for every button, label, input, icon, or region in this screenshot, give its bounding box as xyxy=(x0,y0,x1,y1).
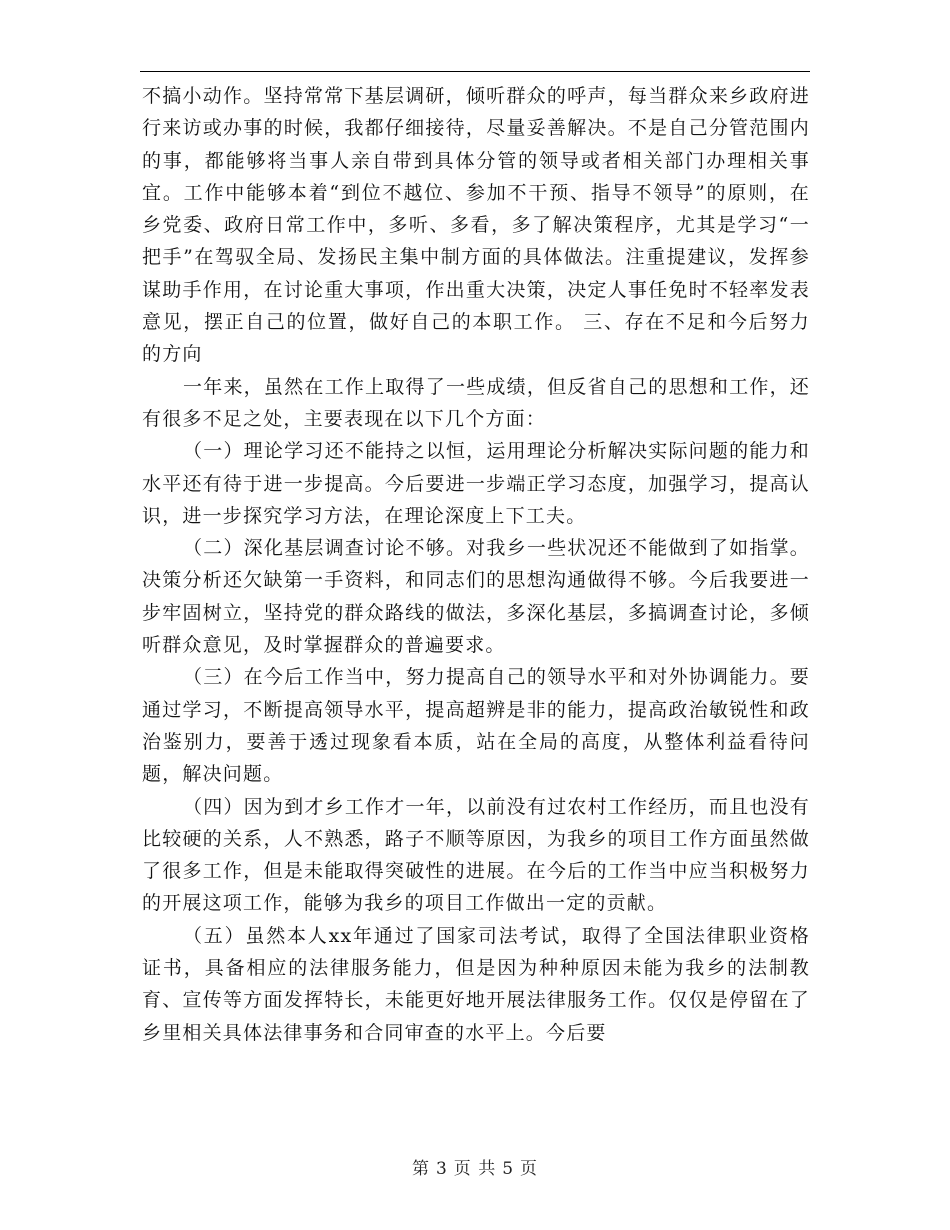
paragraph-item-4: （四）因为到才乡工作才一年，以前没有过农村工作经历，而且也没有比较硬的关系，人不熟悉，路子不顺等原因，为我乡的项目工作方面虽然做了很多工作，但是未能取得突破性的进展。在今后的工作当中应当积极努力的开展这项工作，能够为我乡的项目工作做出一定的贡献。 xyxy=(142,795,810,915)
paragraph-item-5: （五）虽然本人xx年通过了国家司法考试，取得了全国法律职业资格证书，具备相应的法律服务能力，但是因为种种原因未能为我乡的法制教育、宣传等方面发挥特长，未能更好地开展法律服务工作。仅仅是停留在了乡里相关具体法律事务和合同审查的水平上。今后要 xyxy=(142,924,810,1044)
page-footer xyxy=(0,1154,950,1179)
body-text xyxy=(142,80,810,1049)
footer-prefix: 第 xyxy=(411,1159,430,1179)
footer-suffix: 页 xyxy=(520,1159,539,1179)
paragraph-item-1: （一）理论学习还不能持之以恒，运用理论分析解决实际问题的能力和水平还有待于进一步提高。今后要进一步端正学习态度，加强学习，提高认识，进一步探究学习方法，在理论深度上下工夫。 xyxy=(142,440,810,527)
paragraph-summary: 一年来，虽然在工作上取得了一些成绩，但反省自己的思想和工作，还有很多不足之处，主要表现在以下几个方面： xyxy=(142,375,810,430)
paragraph-item-2: （二）深化基层调查讨论不够。对我乡一些状况还不能做到了如指掌。决策分析还欠缺第一手资料，和同志们的思想沟通做得不够。今后我要进一步牢固树立，坚持党的群众路线的做法，多深化基层，多搞调查讨论，多倾听群众意见，及时掌握群众的普遍要求。 xyxy=(142,537,810,657)
footer-current-page: 3 xyxy=(435,1159,448,1179)
footer-total-pages: 5 xyxy=(502,1159,515,1179)
paragraph-continuation: 不搞小动作。坚持常常下基层调研，倾听群众的呼声，每当群众来乡政府进行来访或办事的时候，我都仔细接待，尽量妥善解决。不是自己分管范围内的事，都能够将当事人亲自带到具体分管的领导或者相关部门办理相关事宜。工作中能够本着“到位不越位、参加不干预、指导不领导”的原则，在乡党委、政府日常工作中，多听、多看，多了解决策程序，尤其是学习“一把手”在驾驭全局、发扬民主集中制方面的具体做法。注重提建议，发挥参谋助手作用，在讨论重大事项，作出重大决策，决定人事任免时不轻率发表意见，摆正自己的位置，做好自己的本职工作。 三、存在不足和今后努力的方向 xyxy=(142,85,810,366)
header-rule xyxy=(140,71,810,72)
footer-middle: 页 共 xyxy=(453,1159,497,1179)
paragraph-item-3: （三）在今后工作当中，努力提高自己的领导水平和对外协调能力。要通过学习，不断提高领导水平，提高超辨是非的能力，提高政治敏锐性和政治鉴别力，要善于透过现象看本质，站在全局的高度，从整体利益看待问题，解决问题。 xyxy=(142,666,810,786)
